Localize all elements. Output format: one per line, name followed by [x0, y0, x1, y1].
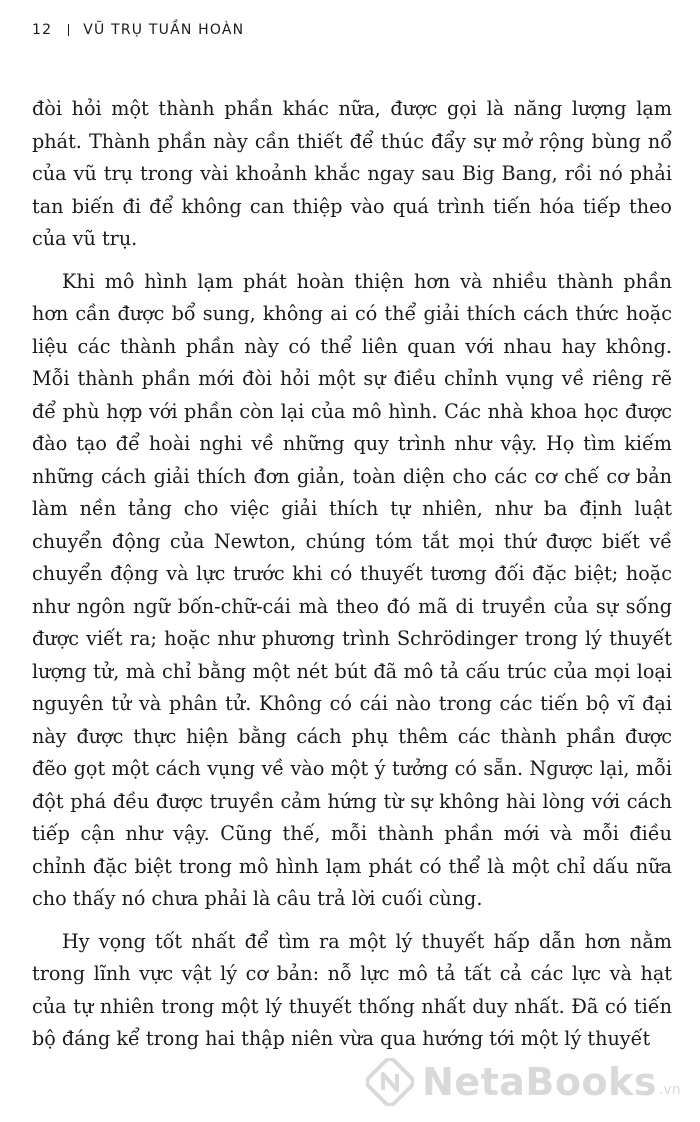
header-separator — [68, 24, 69, 36]
watermark-tld: .vn — [658, 1082, 681, 1098]
paragraph-1: đòi hỏi một thành phần khác nữa, được gọi là năng lượng lạm phát. Thành phần này cần thiết để thúc đẩy sự mở rộng bùng nổ của vũ trụ trong vài khoảnh khắc ngay sau Big Bang, rồi nó phải tan biến đi để không can thiệp vào quá trình tiến hóa tiếp theo của vũ trụ. — [32, 97, 672, 250]
page-number: 12 — [32, 22, 53, 38]
watermark-brand: NetaBooks — [422, 1060, 657, 1104]
running-header — [32, 22, 244, 38]
netabooks-watermark — [366, 1058, 681, 1106]
book-title: VŨ TRỤ TUẦN HOÀN — [83, 22, 245, 38]
netabooks-logo-icon — [366, 1058, 414, 1106]
paragraph-2: Khi mô hình lạm phát hoàn thiện hơn và nhiều thành phần hơn cần được bổ sung, không ai có thể giải thích cách thức hoặc liệu các thành phần này có thể liên quan với nhau hay không. Mỗi thành phần mới đòi hỏi một sự điều chỉnh vụng về riêng rẽ để phù hợp với phần còn lại của mô hình. Các nhà khoa học được đào tạo để hoài nghi về những quy trình như vậy. Họ tìm kiếm những cách giải thích đơn giản, toàn diện cho các cơ chế cơ bản làm nền tảng cho việc giải thích tự nhiên, như ba định luật chuyển động của Newton, chúng tóm tắt mọi thứ được biết về chuyển động và lực trước khi có thuyết tương đối đặc biệt; hoặc như ngôn ngữ bốn-chữ-cái mà theo đó mã di truyền của sự sống được viết ra; hoặc như phương trình Schrödinger trong lý thuyết lượng tử, mà chỉ bằng một nét bút đã mô tả cấu trúc của mọi loại nguyên tử và phân tử. Không có cái nào trong các tiến bộ vĩ đại này được thực hiện bằng cách phụ thêm các thành phần được đẽo gọt một cách vụng về vào một ý tưởng có sẵn. Ngược lại, mỗi đột phá đều được truyền cảm hứng từ sự không hài lòng với cách tiếp cận như vậy. Cũng thế, mỗi thành phần mới và mỗi điều chỉnh đặc biệt trong mô hình lạm phát có thể là một chỉ dấu nữa cho thấy nó chưa phải là câu trả lời cuối cùng. — [32, 269, 672, 910]
page-body — [32, 93, 672, 1056]
paragraph-3: Hy vọng tốt nhất để tìm ra một lý thuyết hấp dẫn hơn nằm trong lĩnh vực vật lý cơ bản: nỗ lực mô tả tất cả các lực và hạt của tự nhiên trong một lý thuyết thống nhất duy nhất. Đã có tiến bộ đáng kể trong hai thập niên vừa qua hướng tới một lý thuyết — [32, 929, 672, 1050]
